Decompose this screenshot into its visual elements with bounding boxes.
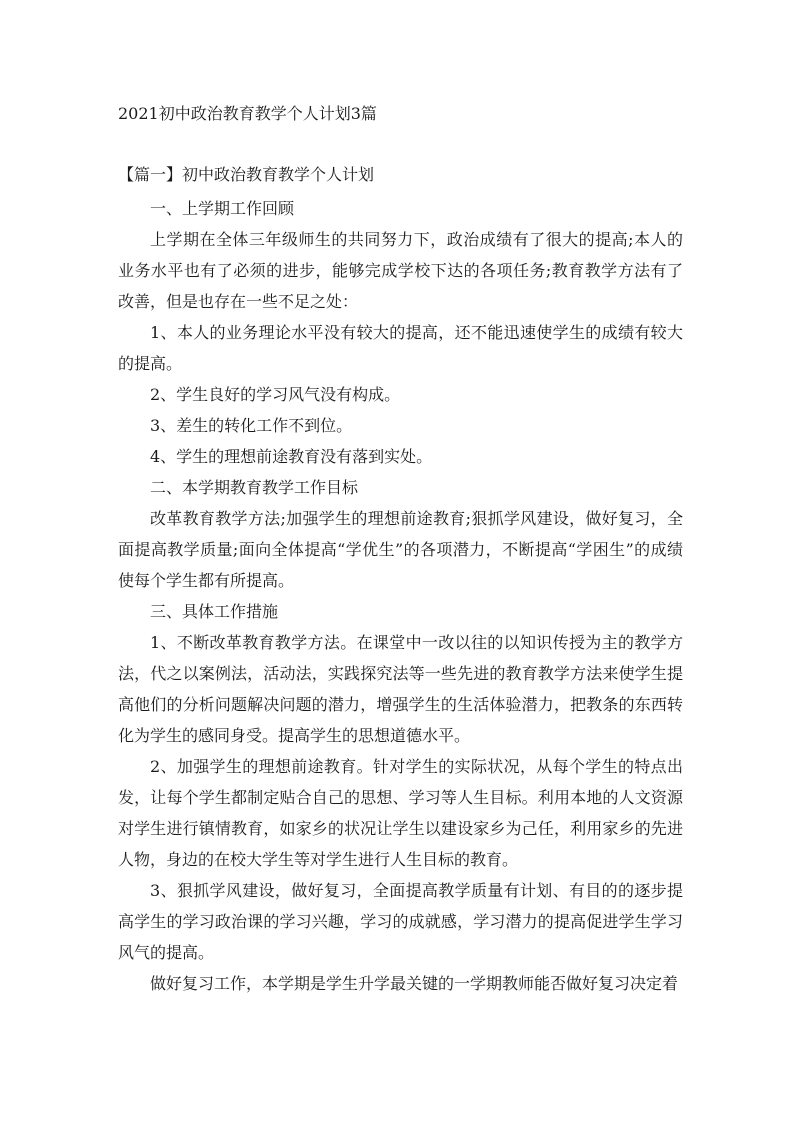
paragraph: 做好复习工作，本学期是学生升学最关键的一学期教师能否做好复习决定着 (150, 974, 679, 993)
list-item: 2、学生良好的学习风气没有构成。 (150, 385, 401, 404)
list-item: 2、加强学生的理想前途教育。针对学生的实际状况，从每个学生的特点出发，让每个学生都制定贴合自己的思想、学习等人生目标。利用本地的人文资源对学生进行镇情教育，如家乡的状况让学生以建设家乡为己任，利用家乡的先进人物，身边的在校大学生等对学生进行人生目标的教育。 (118, 757, 683, 869)
heading-review: 一、上学期工作回顾 (150, 199, 295, 218)
section-title: 【篇一】初中政治教育教学个人计划 (118, 165, 375, 184)
list-item: 1、本人的业务理论水平没有较大的提高，还不能迅速使学生的成绩有较大的提高。 (118, 323, 683, 373)
document-title: 2021初中政治教育教学个人计划3篇 (118, 104, 377, 123)
list-item: 3、差生的转化工作不到位。 (150, 416, 353, 435)
list-item: 1、不断改革教育教学方法。在课堂中一改以往的以知识传授为主的教学方法，代之以案例法，活动法，实践探究法等一些先进的教育教学方法来使学生提高他们的分析问题解决问题的潜力，增强学生的生活体验潜力，把教条的东西转化为学生的感同身受。提高学生的思想道德水平。 (118, 633, 683, 745)
paragraph: 上学期在全体三年级师生的共同努力下，政治成绩有了很大的提高;本人的业务水平也有了必须的进步，能够完成学校下达的各项任务;教育教学方法有了改善，但是也存在一些不足之处： (118, 230, 683, 311)
heading-goals: 二、本学期教育教学工作目标 (150, 478, 359, 497)
document-body (118, 193, 683, 999)
heading-measures: 三、具体工作措施 (150, 602, 279, 621)
list-item: 4、学生的理想前途教育没有落到实处。 (150, 447, 433, 466)
paragraph: 改革教育教学方法;加强学生的理想前途教育;狠抓学风建设，做好复习，全面提高教学质量;面向全体提高“学优生”的各项潜力，不断提高“学困生”的成绩使每个学生都有所提高。 (118, 509, 683, 590)
list-item: 3、狠抓学风建设，做好复习，全面提高教学质量有计划、有目的的逐步提高学生的学习政治课的学习兴趣，学习的成就感，学习潜力的提高促进学生学习风气的提高。 (118, 881, 683, 962)
